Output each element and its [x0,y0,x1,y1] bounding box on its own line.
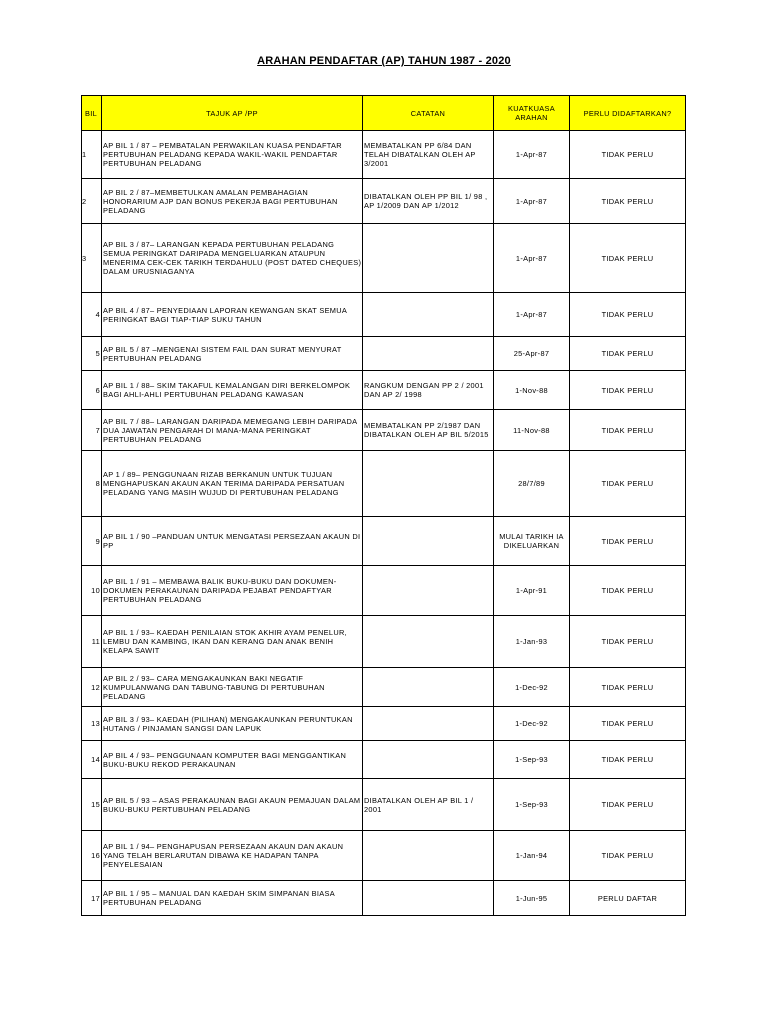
cell-perlu: TIDAK PERLU [570,779,686,831]
cell-kuatkuasa: 1-Apr-87 [494,179,570,224]
cell-catatan [363,668,494,707]
cell-perlu: TIDAK PERLU [570,293,686,337]
table-header-row [82,96,686,131]
table-row [82,371,686,410]
cell-perlu: TIDAK PERLU [570,451,686,517]
cell-tajuk: AP BIL 5 / 87 –MENGENAI SISTEM FAIL DAN SURAT MENYURAT PERTUBUHAN PELADANG [102,337,363,371]
cell-tajuk: AP BIL 1 / 93– KAEDAH PENILAIAN STOK AKHIR AYAM PENELUR, LEMBU DAN KAMBING, IKAN DAN KERANG DAN ANAK BENIH KELAPA SAWIT [102,616,363,668]
cell-catatan [363,451,494,517]
cell-catatan [363,707,494,741]
cell-perlu: TIDAK PERLU [570,410,686,451]
cell-tajuk: AP BIL 1 / 88– SKIM TAKAFUL KEMALANGAN DIRI BERKELOMPOK BAGI AHLI-AHLI PERTUBUHAN PELADANG KAWASAN [102,371,363,410]
cell-tajuk: AP BIL 1 / 95 – MANUAL DAN KAEDAH SKIM SIMPANAN BIASA PERTUBUHAN PELADANG [102,881,363,916]
cell-perlu: TIDAK PERLU [570,371,686,410]
cell-tajuk: AP BIL 7 / 88– LARANGAN DARIPADA MEMEGANG LEBIH DARIPADA DUA JAWATAN PENGARAH DI MANA-MANA PERINGKAT PERTUBUHAN PELADANG [102,410,363,451]
table-row [82,224,686,293]
cell-bil: 6 [82,371,102,410]
cell-kuatkuasa: 1-Jan-94 [494,831,570,881]
cell-bil: 3 [82,224,102,293]
cell-kuatkuasa: 1-Dec-92 [494,707,570,741]
cell-bil: 17 [82,881,102,916]
table-row [82,741,686,779]
cell-perlu: TIDAK PERLU [570,131,686,179]
header-catatan: CATATAN [363,96,494,131]
cell-catatan: RANGKUM DENGAN PP 2 / 2001 DAN AP 2/ 1998 [363,371,494,410]
page-title: ARAHAN PENDAFTAR (AP) TAHUN 1987 - 2020 [257,55,511,67]
cell-perlu: TIDAK PERLU [570,224,686,293]
table-row [82,668,686,707]
cell-catatan [363,831,494,881]
table-row [82,451,686,517]
cell-perlu: TIDAK PERLU [570,668,686,707]
cell-bil: 15 [82,779,102,831]
table-row [82,410,686,451]
cell-bil: 10 [82,566,102,616]
cell-bil: 13 [82,707,102,741]
cell-tajuk: AP BIL 4 / 87– PENYEDIAAN LAPORAN KEWANGAN SKAT SEMUA PERINGKAT BAGI TIAP-TIAP SUKU TAHUN [102,293,363,337]
header-tajuk: TAJUK AP /PP [102,96,363,131]
table-row [82,337,686,371]
cell-bil: 14 [82,741,102,779]
cell-perlu: TIDAK PERLU [570,831,686,881]
cell-bil: 4 [82,293,102,337]
cell-catatan [363,224,494,293]
header-perlu: PERLU DIDAFTARKAN? [570,96,686,131]
cell-catatan: DIBATALKAN OLEH PP BIL 1/ 98 , AP 1/2009 DAN AP 1/2012 [363,179,494,224]
cell-catatan [363,517,494,566]
table-row [82,517,686,566]
table-row [82,131,686,179]
cell-kuatkuasa: 1-Nov-88 [494,371,570,410]
cell-bil: 9 [82,517,102,566]
cell-bil: 12 [82,668,102,707]
cell-tajuk: AP BIL 3 / 93– KAEDAH (PILIHAN) MENGAKAUNKAN PERUNTUKAN HUTANG / PINJAMAN SANGSI DAN LAPUK [102,707,363,741]
cell-tajuk: AP BIL 4 / 93– PENGGUNAAN KOMPUTER BAGI MENGGANTIKAN BUKU-BUKU REKOD PERAKAUNAN [102,741,363,779]
cell-bil: 1 [82,131,102,179]
cell-tajuk: AP BIL 2 / 93– CARA MENGAKAUNKAN BAKI NEGATIF KUMPULANWANG DAN TABUNG-TABUNG DI PERTUBUHAN PELADANG [102,668,363,707]
cell-bil: 2 [82,179,102,224]
cell-catatan: DIBATALKAN OLEH AP BIL 1 / 2001 [363,779,494,831]
cell-perlu: PERLU DAFTAR [570,881,686,916]
cell-catatan [363,566,494,616]
cell-kuatkuasa: 1-Jan-93 [494,616,570,668]
cell-kuatkuasa: 1-Sep-93 [494,741,570,779]
cell-bil: 7 [82,410,102,451]
ap-table [81,95,686,916]
cell-tajuk: AP BIL 1 / 94– PENGHAPUSAN PERSEZAAN AKAUN DAN AKAUN YANG TELAH BERLARUTAN DIBAWA KE HADAPAN TANPA PENYELESAIAN [102,831,363,881]
cell-perlu: TIDAK PERLU [570,707,686,741]
table-row [82,881,686,916]
cell-tajuk: AP BIL 3 / 87– LARANGAN KEPADA PERTUBUHAN PELADANG SEMUA PERINGKAT DARIPADA MENGELUARKAN ATAUPUN MENERIMA CEK-CEK TARIKH TERDAHULU (POST DATED CHEQUES) DALAM URUSNIAGANYA [102,224,363,293]
cell-perlu: TIDAK PERLU [570,337,686,371]
table-row [82,179,686,224]
cell-kuatkuasa: 1-Apr-87 [494,293,570,337]
table-row [82,293,686,337]
cell-bil: 8 [82,451,102,517]
cell-kuatkuasa: MULAI TARIKH IA DIKELUARKAN [494,517,570,566]
cell-perlu: TIDAK PERLU [570,741,686,779]
cell-catatan [363,337,494,371]
cell-tajuk: AP 1 / 89– PENGGUNAAN RIZAB BERKANUN UNTUK TUJUAN MENGHAPUSKAN AKAUN AKAN TERIMA DARIPADA PERSATUAN PELADANG YANG MASIH WUJUD DI PERTUBUHAN PELADANG [102,451,363,517]
table-row [82,616,686,668]
table-row [82,566,686,616]
cell-bil: 5 [82,337,102,371]
cell-perlu: TIDAK PERLU [570,566,686,616]
cell-kuatkuasa: 1-Jun-95 [494,881,570,916]
cell-kuatkuasa: 1-Apr-87 [494,131,570,179]
cell-tajuk: AP BIL 2 / 87–MEMBETULKAN AMALAN PEMBAHAGIAN HONORARIUM AJP DAN BONUS PEKERJA BAGI PERTUBUHAN PELADANG [102,179,363,224]
cell-kuatkuasa: 28/7/89 [494,451,570,517]
cell-bil: 11 [82,616,102,668]
cell-kuatkuasa: 1-Dec-92 [494,668,570,707]
cell-tajuk: AP BIL 1 / 87 – PEMBATALAN PERWAKILAN KUASA PENDAFTAR PERTUBUHAN PELADANG KEPADA WAKIL-WAKIL PENDAFTAR PERTUBUHAN PELADANG [102,131,363,179]
cell-catatan: MEMBATALKAN PP 2/1987 DAN DIBATALKAN OLEH AP BIL 5/2015 [363,410,494,451]
cell-kuatkuasa: 1-Apr-87 [494,224,570,293]
cell-catatan [363,881,494,916]
header-kuatkuasa: KUATKUASA ARAHAN [494,96,570,131]
cell-kuatkuasa: 1-Apr-91 [494,566,570,616]
cell-kuatkuasa: 1-Sep-93 [494,779,570,831]
cell-catatan [363,741,494,779]
cell-bil: 16 [82,831,102,881]
header-bil: BIL [82,96,102,131]
cell-tajuk: AP BIL 1 / 90 –PANDUAN UNTUK MENGATASI PERSEZAAN AKAUN DI PP [102,517,363,566]
cell-perlu: TIDAK PERLU [570,616,686,668]
cell-kuatkuasa: 11-Nov-88 [494,410,570,451]
cell-catatan [363,616,494,668]
cell-tajuk: AP BIL 5 / 93 – ASAS PERAKAUNAN BAGI AKAUN PEMAJUAN DALAM BUKU-BUKU PERTUBUHAN PELADANG [102,779,363,831]
cell-catatan: MEMBATALKAN PP 6/84 DAN TELAH DIBATALKAN OLEH AP 3/2001 [363,131,494,179]
cell-kuatkuasa: 25-Apr-87 [494,337,570,371]
cell-perlu: TIDAK PERLU [570,517,686,566]
table-row [82,831,686,881]
cell-catatan [363,293,494,337]
table-row [82,707,686,741]
cell-perlu: TIDAK PERLU [570,179,686,224]
cell-tajuk: AP BIL 1 / 91 – MEMBAWA BALIK BUKU-BUKU DAN DOKUMEN-DOKUMEN PERAKAUNAN DARIPADA PEJABAT PENDAFTYAR PERTUBUHAN PELADANG [102,566,363,616]
table-row [82,779,686,831]
